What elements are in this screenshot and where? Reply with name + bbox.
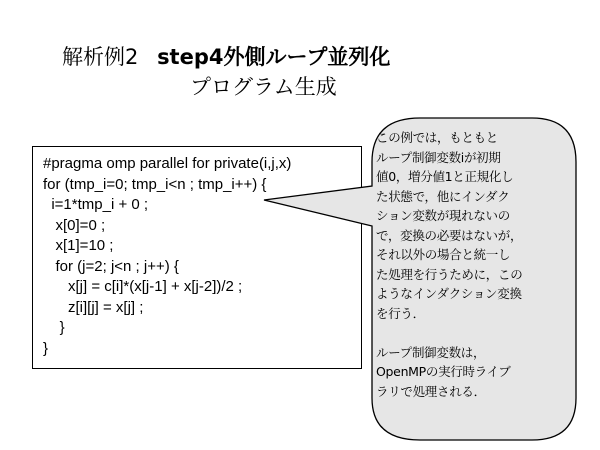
code-line: x[1]=10 ;: [43, 237, 114, 254]
note-line: ラリで処理される．: [376, 383, 486, 399]
title-step-name: step4外側ループ並列化: [157, 45, 391, 69]
note-line: た状態で，他にインダク: [376, 188, 510, 204]
code-line: z[i][j] = x[j] ;: [43, 298, 144, 316]
note-line: この例では，もともと: [376, 130, 499, 145]
note-line: ループ制御変数は，: [376, 344, 486, 360]
code-line: }: [43, 319, 65, 336]
note-line: OpenMPの実行時ライブ: [376, 364, 511, 379]
code-line: x[0]=0 ;: [43, 216, 106, 234]
code-line: for (j=2; j<n ; j++) {: [43, 257, 179, 275]
code-line: }: [43, 339, 49, 357]
code-line: #pragma omp parallel for private(i,j,x): [43, 155, 292, 172]
note-line: ション変数が現れないの: [376, 208, 510, 223]
note-line: それ以外の場合と統一し: [376, 247, 511, 262]
note-line: で，変換の必要はないが，: [376, 227, 523, 243]
note-line: を行う．: [376, 305, 425, 321]
callout-note: [376, 128, 576, 401]
title-example-number: 解析例2: [62, 45, 139, 69]
note-line: 値0，増分値1と正規化し: [376, 169, 514, 184]
note-line: ループ制御変数iが初期: [376, 149, 501, 165]
code-line: x[j] = c[i]*(x[j-1] + x[j-2])/2 ;: [43, 278, 243, 295]
code-line: i=1*tmp_i + 0 ;: [43, 196, 149, 213]
code-line: for (tmp_i=0; tmp_i<n ; tmp_i++) {: [43, 175, 267, 193]
slide-subtitle: プログラム生成: [190, 75, 337, 99]
note-spacer: [376, 323, 576, 343]
note-line: た処理を行うために，この: [376, 266, 523, 282]
note-line: ようなインダクション変換: [376, 286, 522, 301]
